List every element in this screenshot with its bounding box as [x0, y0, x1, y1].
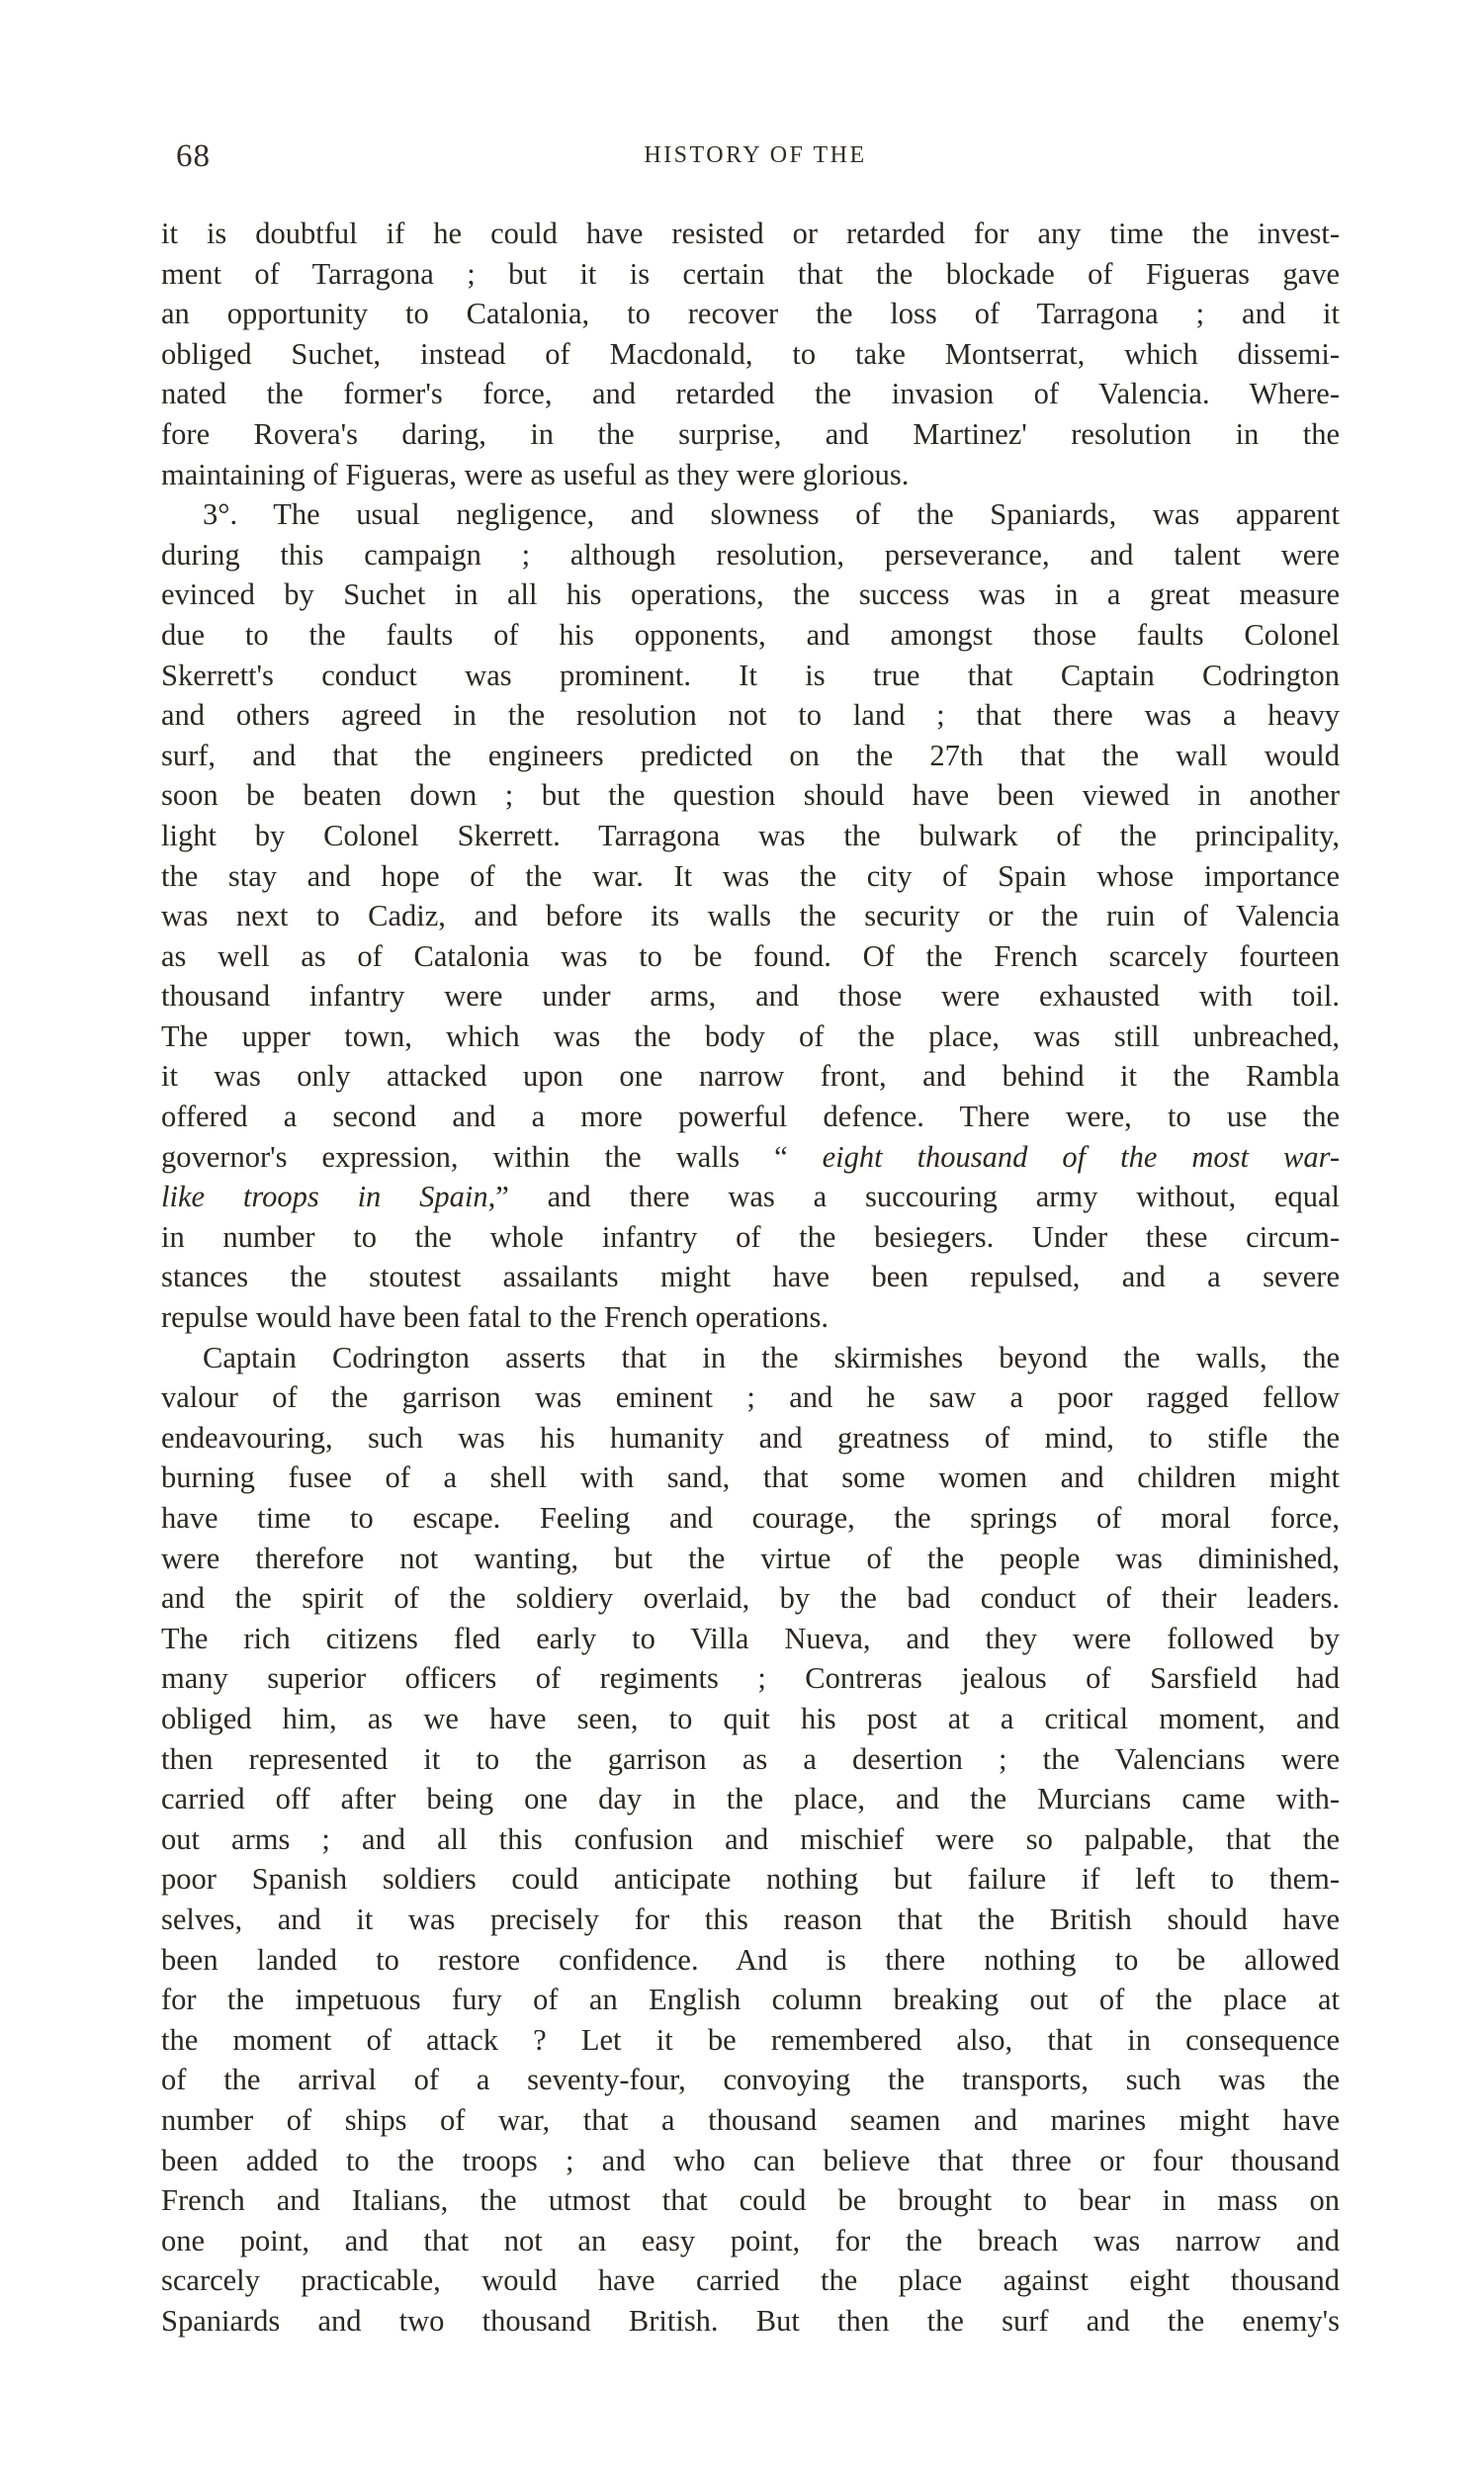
- page-number: 68: [176, 138, 211, 174]
- text-line: surf, and that the engineers predicted on the 27th that the wall would: [161, 738, 1340, 772]
- text-line: selves, and it was precisely for this reason that the British should have: [161, 1902, 1340, 1936]
- text-line: offered a second and a more powerful defence. There were, to use the: [161, 1100, 1340, 1134]
- text-line: repulse would have been fatal to the French operations.: [161, 1300, 829, 1335]
- text-line: the moment of attack ? Let it be remembered also, that in consequence: [161, 2022, 1340, 2057]
- text-line-with-quote: [161, 1177, 1340, 1217]
- text-line: number of ships of war, that a thousand seamen and marines might have: [161, 2102, 1340, 2137]
- text-line: endeavouring, such was his humanity and greatness of mind, to stifle the: [161, 1420, 1340, 1455]
- text-line: have time to escape. Feeling and courage, the springs of moral force,: [161, 1501, 1340, 1535]
- text-line: one point, and that not an easy point, for the breach was narrow and: [161, 2223, 1340, 2257]
- text-line: as well as of Catalonia was to be found. Of the French scarcely fourteen: [161, 938, 1340, 973]
- text-line: light by Colonel Skerrett. Tarragona was the bulwark of the principality,: [161, 818, 1340, 852]
- text-line: burning fusee of a shell with sand, that some women and children might: [161, 1460, 1340, 1495]
- text-line: soon be beaten down ; but the question should have been viewed in another: [161, 778, 1340, 813]
- text-line: obliged him, as we have seen, to quit his post at a critical moment, and: [161, 1701, 1340, 1735]
- text-line: fore Rovera's daring, in the surprise, and Martinez' resolution in the: [161, 416, 1340, 451]
- text-line: and the spirit of the soldiery overlaid, by the bad conduct of their leaders.: [161, 1581, 1340, 1616]
- quoted-italic-text: eight thousand of the most war-: [822, 1139, 1340, 1174]
- text-line: thousand infantry were under arms, and those were exhausted with toil.: [161, 979, 1340, 1014]
- text-line: ment of Tarragona ; but it is certain that the blockade of Figueras gave: [161, 256, 1340, 291]
- text-line: in number to the whole infantry of the besiegers. Under these circum-: [161, 1219, 1340, 1254]
- text-line: poor Spanish soldiers could anticipate nothing but failure if left to them-: [161, 1862, 1340, 1897]
- text-line: were therefore not wanting, but the virtue of the people was diminished,: [161, 1541, 1340, 1575]
- line-text: ” and there was a succouring army without, equal: [495, 1180, 1340, 1214]
- paragraph-start-line: Captain Codrington asserts that in the skirmishes beyond the walls, the: [203, 1340, 1340, 1374]
- text-line: and others agreed in the resolution not to land ; that there was a heavy: [161, 698, 1340, 733]
- text-line: valour of the garrison was eminent ; and he saw a poor ragged fellow: [161, 1380, 1340, 1415]
- text-line: The rich citizens fled early to Villa Nueva, and they were followed by: [161, 1621, 1340, 1655]
- text-line: during this campaign ; although resolution, perseverance, and talent were: [161, 537, 1340, 572]
- text-line: Skerrett's conduct was prominent. It is true that Captain Codrington: [161, 658, 1340, 692]
- text-line: scarcely practicable, would have carried the place against eight thousand: [161, 2263, 1340, 2298]
- text-line: stances the stoutest assailants might have been repulsed, and a severe: [161, 1260, 1340, 1294]
- running-head: [176, 138, 1335, 180]
- text-line: the stay and hope of the war. It was the city of Spain whose importance: [161, 858, 1340, 893]
- text-line: evinced by Suchet in all his operations, the success was in a great measure: [161, 577, 1340, 612]
- quoted-italic-text: like troops in Spain,: [161, 1180, 496, 1214]
- text-line: it is doubtful if he could have resisted or retarded for any time the invest-: [161, 217, 1340, 250]
- text-line: due to the faults of his opponents, and amongst those faults Colonel: [161, 617, 1340, 652]
- text-line: then represented it to the garrison as a desertion ; the Valencians were: [161, 1741, 1340, 1776]
- text-line: carried off after being one day in the place, and the Murcians came with-: [161, 1782, 1340, 1816]
- text-line-with-quote: [161, 1137, 1340, 1178]
- text-line: maintaining of Figueras, were as useful as they were glorious.: [161, 457, 910, 491]
- text-line: nated the former's force, and retarded the invasion of Valencia. Where-: [161, 377, 1340, 411]
- text-line: an opportunity to Catalonia, to recover the loss of Tarragona ; and it: [161, 297, 1340, 331]
- text-line: The upper town, which was the body of the place, was still unbreached,: [161, 1018, 1340, 1053]
- text-line: of the arrival of a seventy-four, convoying the transports, such was the: [161, 2063, 1340, 2097]
- text-line: for the impetuous fury of an English column breaking out of the place at: [161, 1983, 1340, 2017]
- paragraph-start-line: 3°. The usual negligence, and slowness of the Spaniards, was apparent: [203, 497, 1340, 532]
- text-line: Spaniards and two thousand British. But then the surf and the enemy's: [161, 2303, 1340, 2338]
- text-line: obliged Suchet, instead of Macdonald, to take Montserrat, which dissemi-: [161, 336, 1340, 371]
- body-text: [161, 214, 1340, 2341]
- text-line: been landed to restore confidence. And is there nothing to be allowed: [161, 1942, 1340, 1977]
- text-line: French and Italians, the utmost that could be brought to bear in mass on: [161, 2183, 1340, 2218]
- text-line: it was only attacked upon one narrow front, and behind it the Rambla: [161, 1059, 1340, 1094]
- running-title: HISTORY OF THE: [644, 142, 867, 168]
- text-line: out arms ; and all this confusion and mischief were so palpable, that the: [161, 1821, 1340, 1856]
- text-line: was next to Cadiz, and before its walls the security or the ruin of Valencia: [161, 899, 1340, 933]
- text-line: many superior officers of regiments ; Contreras jealous of Sarsfield had: [161, 1661, 1340, 1696]
- line-text: governor's expression, within the walls “: [161, 1139, 823, 1174]
- text-line: been added to the troops ; and who can believe that three or four thousand: [161, 2143, 1340, 2177]
